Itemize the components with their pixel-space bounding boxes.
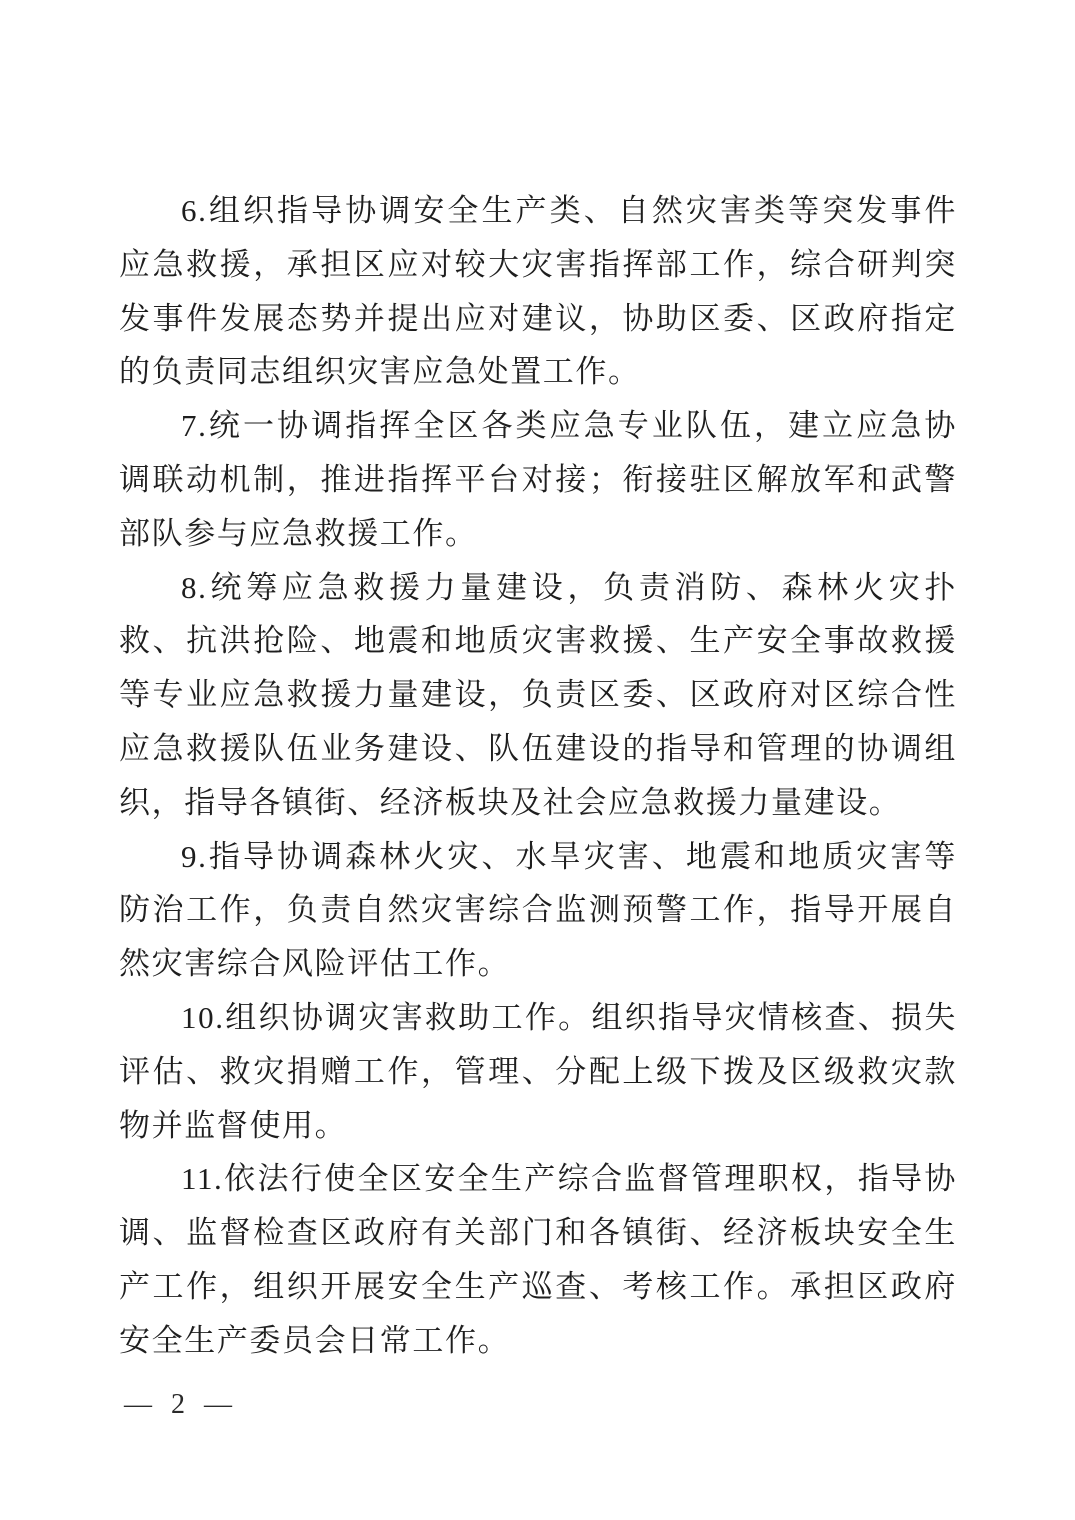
paragraph: 8.统筹应急救援力量建设，负责消防、森林火灾扑救、抗洪抢险、地震和地质灾害救援、生产安全事故救援等专业应急救援力量建设，负责区委、区政府对区综合性应急救援队伍业务建设、队伍建设的指导和管理的协调组织，指导各镇街、经济板块及社会应急救援力量建设。: [119, 569, 957, 820]
paragraph: 6.组织指导协调安全生产类、自然灾害类等突发事件应急救援，承担区应对较大灾害指挥部工作，综合研判突发事件发展态势并提出应对建议，协助区委、区政府指定的负责同志组织灾害应急处置工作。: [119, 193, 957, 390]
paragraph: 11.依法行使全区安全生产综合监督管理职权，指导协调、监督检查区政府有关部门和各镇街、经济板块安全生产工作，组织开展安全生产巡查、考核工作。承担区政府安全生产委员会日常工作。: [119, 1161, 957, 1358]
paragraph: 9.指导协调森林火灾、水旱灾害、地震和地质灾害等防治工作，负责自然灾害综合监测预警工作，指导开展自然灾害综合风险评估工作。: [119, 838, 957, 982]
page-number: — 2 —: [124, 1389, 238, 1420]
paragraph: 10.组织协调灾害救助工作。组织指导灾情核查、损失评估、救灾捐赠工作，管理、分配上级下拨及区级救灾款物并监督使用。: [119, 999, 957, 1143]
paragraph: 7.统一协调指挥全区各类应急专业队伍，建立应急协调联动机制，推进指挥平台对接；衔接驻区解放军和武警部队参与应急救援工作。: [119, 408, 957, 551]
document-body: [119, 184, 957, 1368]
